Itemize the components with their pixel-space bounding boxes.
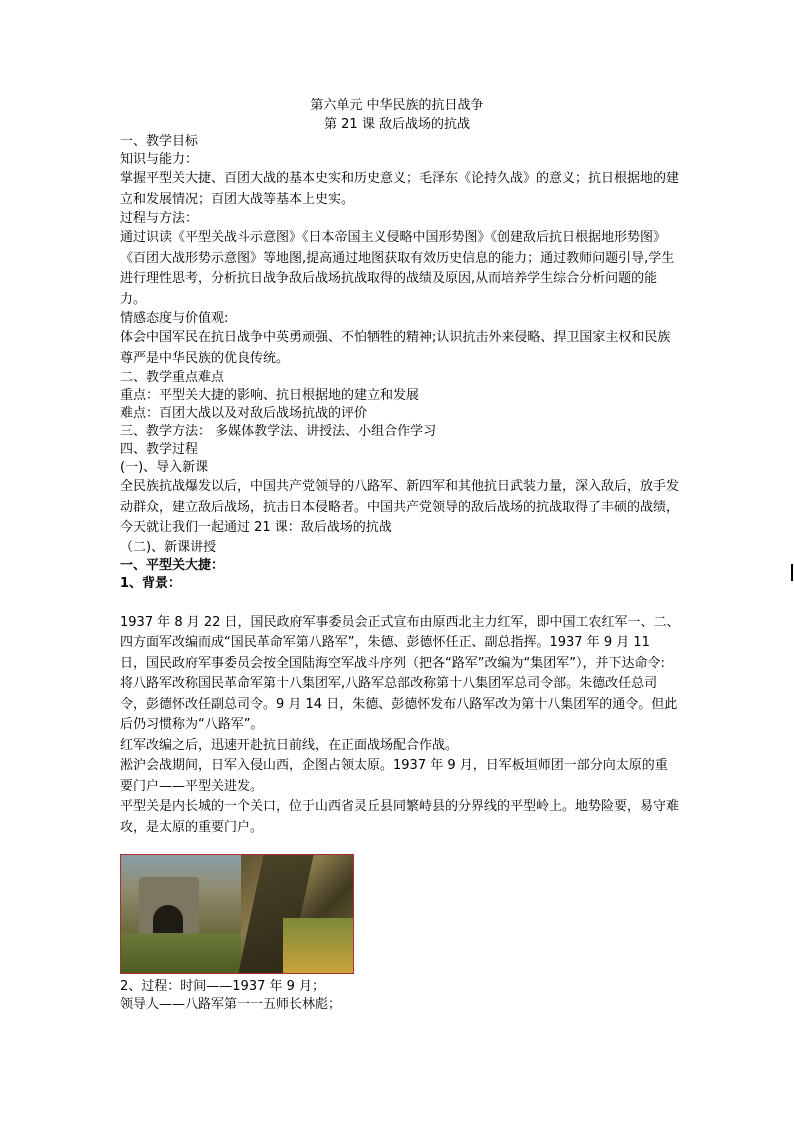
paragraph: 平型关是内长城的一个关口，位于山西省灵丘县同繁峙县的分界线的平型岭上。地势险要，易守难攻，是太原的重要门户。	[120, 799, 680, 835]
spacer	[120, 593, 680, 613]
text-cursor	[791, 564, 793, 581]
bold-heading: 1、背景：	[120, 575, 182, 591]
subsection-label: (一)、导入新课	[120, 460, 209, 475]
lesson-title: 第 21 课 敌后战场的抗战	[324, 117, 470, 132]
paragraph: 红军改编之后，迅速开赴抗日前线，在正面战场配合作战。	[120, 737, 459, 753]
paragraph: 淞沪会战期间，日军入侵山西，企图占领太原。1937 年 9 月，日军板垣师团一部分向太原的重要门户——平型关进发。	[120, 758, 668, 794]
photo-pass-gate	[121, 855, 241, 973]
subsection-label: 知识与能力：	[120, 152, 199, 167]
paragraph: 掌握平型关大捷、百团大战的基本史实和历史意义；毛泽东《论持久战》的意义；抗日根据地的建立和发展情况；百团大战等基本上史实。	[120, 171, 680, 207]
paragraph: 1937 年 8 月 22 日，国民政府军事委员会正式宣布由原西北主力红军，即中国工农红军一、二、四方面军改编而成“国民革命军第八路军”，朱德、彭德怀任正、副总指挥。1937 年 9 月 11 日，国民政府军事委员会按全国陆海空军战斗序列（把各“路军”改编为“集团军”），并下达命令: 将八路军改称国民革命军第十八集团军,八路军总部改称第十八集团军总司令部。朱德改任总司令，彭德怀改任副总司令。9 月 14 日，朱德、彭德怀发布八路军改为第十八集团军的通令。但此后仍习惯称为“八路军”。	[120, 614, 680, 732]
paragraph: 体会中国军民在抗日战争中英勇顽强、不怕牺牲的精神;认识抗击外来侵略、捍卫国家主权和民族尊严是中华民族的优良传统。	[120, 330, 671, 366]
list-item: 重点：平型关大捷的影响、抗日根据地的建立和发展	[120, 388, 420, 403]
paragraph: 全民族抗战爆发以后，中国共产党领导的八路军、新四军和其他抗日武装力量，深入敌后，放手发动群众，建立敌后战场，抗击日本侵略者。中国共产党领导的敌后战场的抗战取得了丰硕的战绩，今天就让我们一起通过 21 课：敌后战场的抗战	[120, 479, 680, 535]
list-item: 难点：百团大战以及对敌后战场抗战的评价	[120, 406, 368, 421]
pingxingguan-photo	[120, 854, 354, 974]
title-block	[0, 96, 794, 134]
valley-greenery	[283, 918, 353, 973]
document-body	[120, 133, 680, 1014]
subsection-label: 情感态度与价值观:	[120, 311, 229, 326]
section-heading: 三、教学方法： 多媒体教学法、讲授法、小组合作学习	[120, 424, 437, 439]
photo-mountain-valley	[241, 855, 353, 973]
subsection-label: （二)、新课讲授	[120, 539, 217, 555]
subsection-label: 过程与方法：	[120, 211, 199, 226]
section-heading: 二、教学重点难点	[120, 370, 225, 385]
hill-slope	[121, 933, 241, 973]
section-heading: 一、教学目标	[120, 134, 199, 149]
unit-title: 第六单元 中华民族的抗日战争	[310, 98, 484, 113]
paragraph: 通过识读《平型关战斗示意图》《日本帝国主义侵略中国形势图》《创建敌后抗日根据地形势图》《百团大战形势示意图》等地图,提高通过地图获取有效历史信息的能力；通过教师问题引导,学生进行理性思考，分析抗日战争敌后战场抗战取得的战绩及原因,从而培养学生综合分析问题的能力。	[120, 230, 675, 307]
section-heading: 四、教学过程	[120, 442, 199, 457]
bold-heading: 一、平型关大捷：	[120, 557, 225, 573]
list-item: 2、过程：时间——1937 年 9 月；	[120, 979, 326, 994]
list-item: 领导人——八路军第一一五师长林彪；	[120, 997, 342, 1012]
